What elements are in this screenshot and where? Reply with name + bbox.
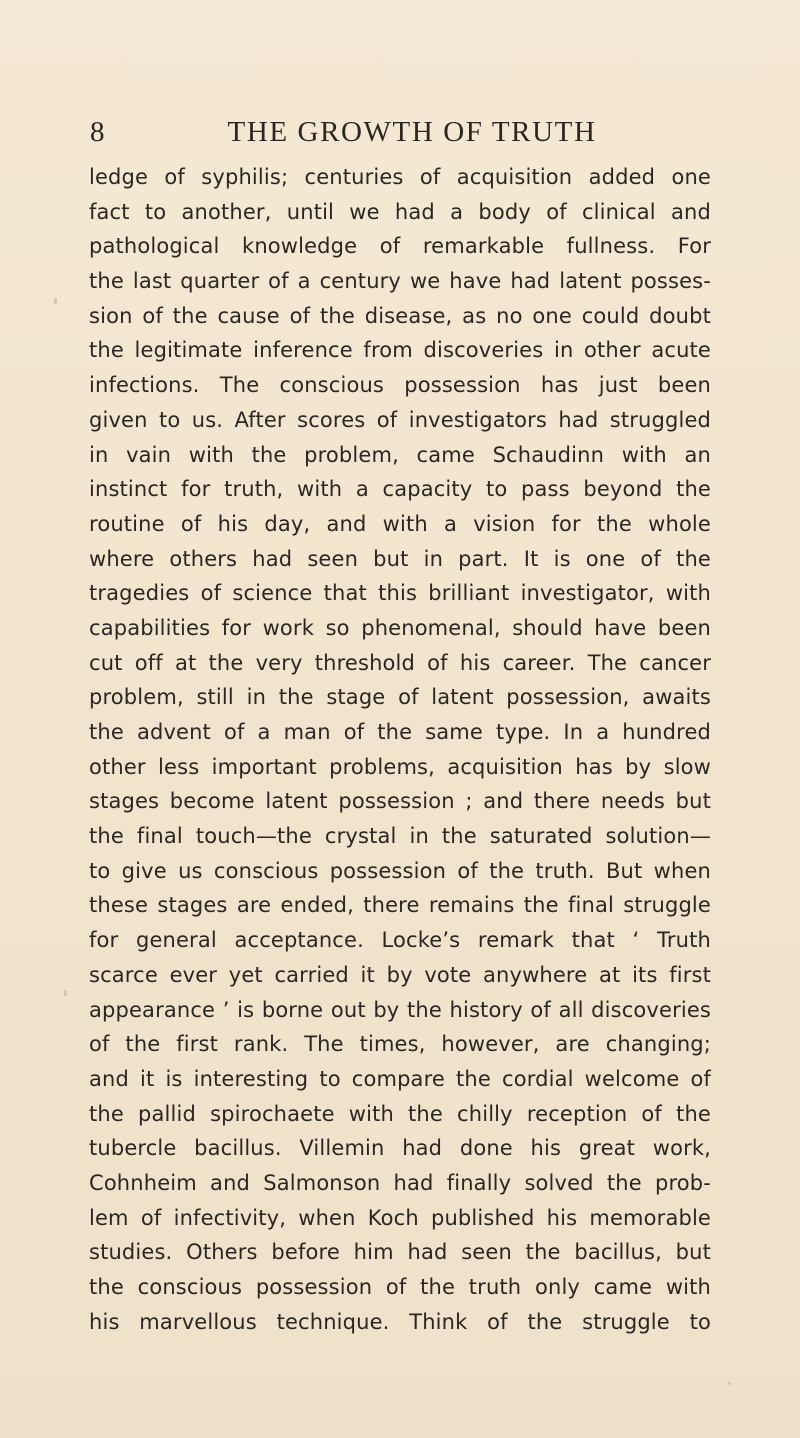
text-line: instinct for truth, with a capacity to pass beyond the xyxy=(89,477,711,502)
text-line: other less important problems, acquisition has by slow xyxy=(89,754,711,779)
text-line: the last quarter of a century we have had latent posses- xyxy=(89,269,711,294)
text-line: routine of his day, and with a vision for the whole xyxy=(89,511,711,536)
page-number: 8 xyxy=(90,116,105,148)
text-line: his marvellous technique. Think of the struggle to xyxy=(89,1309,711,1334)
text-line: capabilities for work so phenomenal, should have been xyxy=(89,615,711,640)
running-title: THE GROWTH OF TRUTH xyxy=(227,116,597,148)
text-line: where others had seen but in part. It is one of the xyxy=(89,546,711,571)
paper-speck xyxy=(64,990,67,996)
text-line: cut off at the very threshold of his career. The cancer xyxy=(89,650,711,675)
text-line: the advent of a man of the same type. In a hundred xyxy=(89,720,711,744)
text-line: infections. The conscious possession has just been xyxy=(89,373,711,398)
text-line: tragedies of science that this brilliant investigator, with xyxy=(89,581,711,606)
text-line: fact to another, until we had a body of clinical and xyxy=(89,199,711,224)
text-line: these stages are ended, there remains the final struggle xyxy=(89,893,711,918)
text-line: the final touch—the crystal in the saturated solution— xyxy=(89,824,711,849)
text-line: pathological knowledge of remarkable fullness. For xyxy=(89,234,711,259)
text-line: in vain with the problem, came Schaudinn with an xyxy=(89,442,711,467)
text-line: the conscious possession of the truth only came with xyxy=(89,1275,711,1299)
text-line: studies. Others before him had seen the bacillus, but xyxy=(89,1240,711,1265)
text-line: to give us conscious possession of the truth. But when xyxy=(89,858,711,883)
text-line: stages become latent possession ; and there needs but xyxy=(89,789,711,814)
text-line: ledge of syphilis; centuries of acquisition added one xyxy=(89,165,711,189)
running-head xyxy=(90,112,706,152)
text-line: sion of the cause of the disease, as no one could doubt xyxy=(89,303,711,328)
paper-speck xyxy=(54,298,57,304)
text-line: problem, still in the stage of latent possession, awaits xyxy=(89,685,711,710)
text-line: scarce ever yet carried it by vote anywhere at its first xyxy=(89,962,711,987)
paper-speck xyxy=(728,1382,731,1385)
text-line: and it is interesting to compare the cordial welcome of xyxy=(89,1066,711,1091)
text-line: Cohnheim and Salmonson had finally solved the prob- xyxy=(89,1170,711,1195)
text-line: given to us. After scores of investigators had struggled xyxy=(89,407,711,432)
text-line: the pallid spirochaete with the chilly reception of the xyxy=(89,1101,711,1126)
text-line: of the first rank. The times, however, are changing; xyxy=(89,1032,711,1057)
body-text xyxy=(89,160,711,1339)
text-line: tubercle bacillus. Villemin had done his great work, xyxy=(89,1136,711,1161)
text-line: appearance ’ is borne out by the history of all discoveries xyxy=(89,997,711,1022)
text-line: lem of infectivity, when Koch published his memorable xyxy=(89,1205,711,1230)
text-line: for general acceptance. Locke’s remark that ‘ Truth xyxy=(89,928,711,953)
text-line: the legitimate inference from discoveries in other acute xyxy=(89,338,711,363)
